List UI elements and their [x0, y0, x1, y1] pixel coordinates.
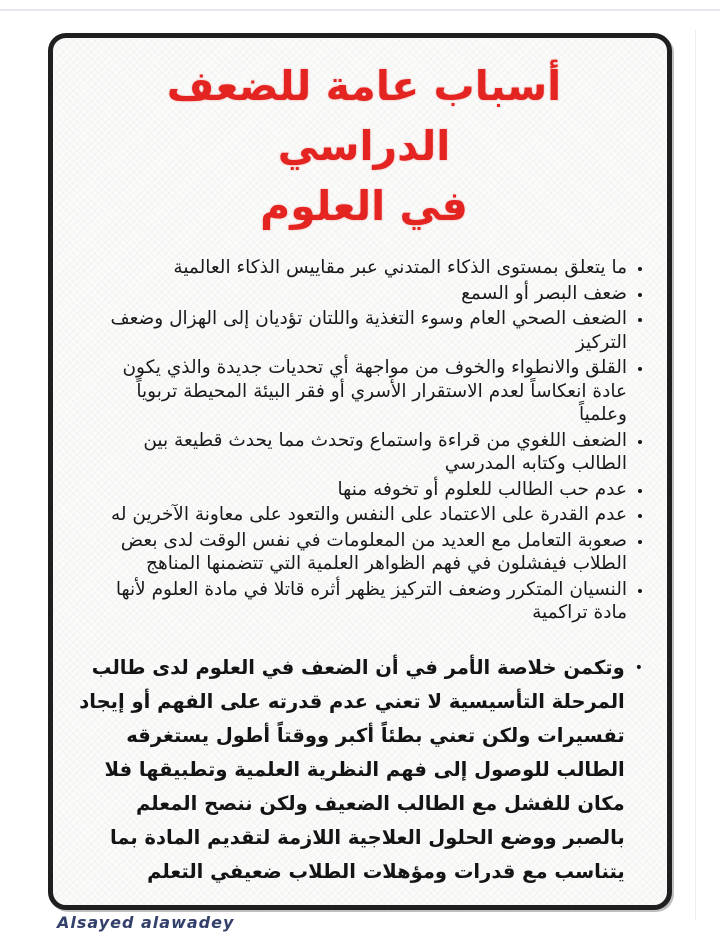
document-title-line2: في العلوم	[260, 182, 468, 230]
bullet-item: • النسيان المتكرر وضعف التركيز يظهر أثره قاتلا في مادة العلوم لأنها مادة تراكمية	[81, 578, 627, 625]
scan-artifact-top-line	[0, 9, 720, 11]
bullet-item: • الضعف اللغوي من قراءة واستماع وتحدث مما يحدث قطيعة بين الطالب وكتابه المدرسي	[81, 429, 627, 476]
bullet-item: • ضعف البصر أو السمع	[81, 282, 627, 306]
bullet-item: • ما يتعلق بمستوى الذكاء المتدني عبر مقاييس الذكاء العالمية	[81, 256, 627, 280]
bullet-item: • عدم القدرة على الاعتماد على النفس والتعود على معاونة الآخرين له	[81, 503, 627, 527]
summary-paragraph	[79, 651, 643, 889]
summary-text: وتكمن خلاصة الأمر في أن الضعف في العلوم لدى طالب المرحلة التأسيسية لا تعني عدم قدرته على الفهم أو إيجاد تفسيرات ولكن تعني بطئاً أكبر ووقتاً أطول يستغرقه الطالب للوصول إلى فهم النظرية العلمية وتطبيقها فلا مكان للفشل مع الطالب الضعيف ولكن ننصح المعلم بالصبر ووضع الحلول العلاجية اللازمة لتقديم المادة بما يتناسب مع قدرات ومؤهلات الطلاب ضعيفي التعلم	[79, 655, 625, 883]
document-frame	[48, 33, 672, 910]
bullet-dot-icon: •	[634, 659, 643, 676]
reasons-bullet-list	[75, 256, 653, 627]
bullet-item: • القلق والانطواء والخوف من مواجهة أي تحديات جديدة والذي يكون عادة انعكاساً لعدم الاستقرار الأسري أو فقر البيئة المحيطة تربوياً وعلمياً	[81, 356, 627, 427]
document-title	[75, 56, 653, 236]
watermark-author-name: Alsayed alawadey	[57, 913, 235, 932]
bullet-item: • صعوبة التعامل مع العديد من المعلومات في نفس الوقت لدى بعض الطلاب فيفشلون في فهم الظواهر العلمية التي تتضمنها المناهج	[81, 529, 627, 576]
bullet-item: • الضعف الصحي العام وسوء التغذية واللتان تؤديان إلى الهزال وضعف التركيز	[81, 307, 627, 354]
bullet-item: • عدم حب الطالب للعلوم أو تخوفه منها	[81, 478, 627, 502]
scan-artifact-page-edge	[695, 30, 696, 920]
document-title-line1: أسباب عامة للضعف الدراسي	[166, 62, 562, 170]
